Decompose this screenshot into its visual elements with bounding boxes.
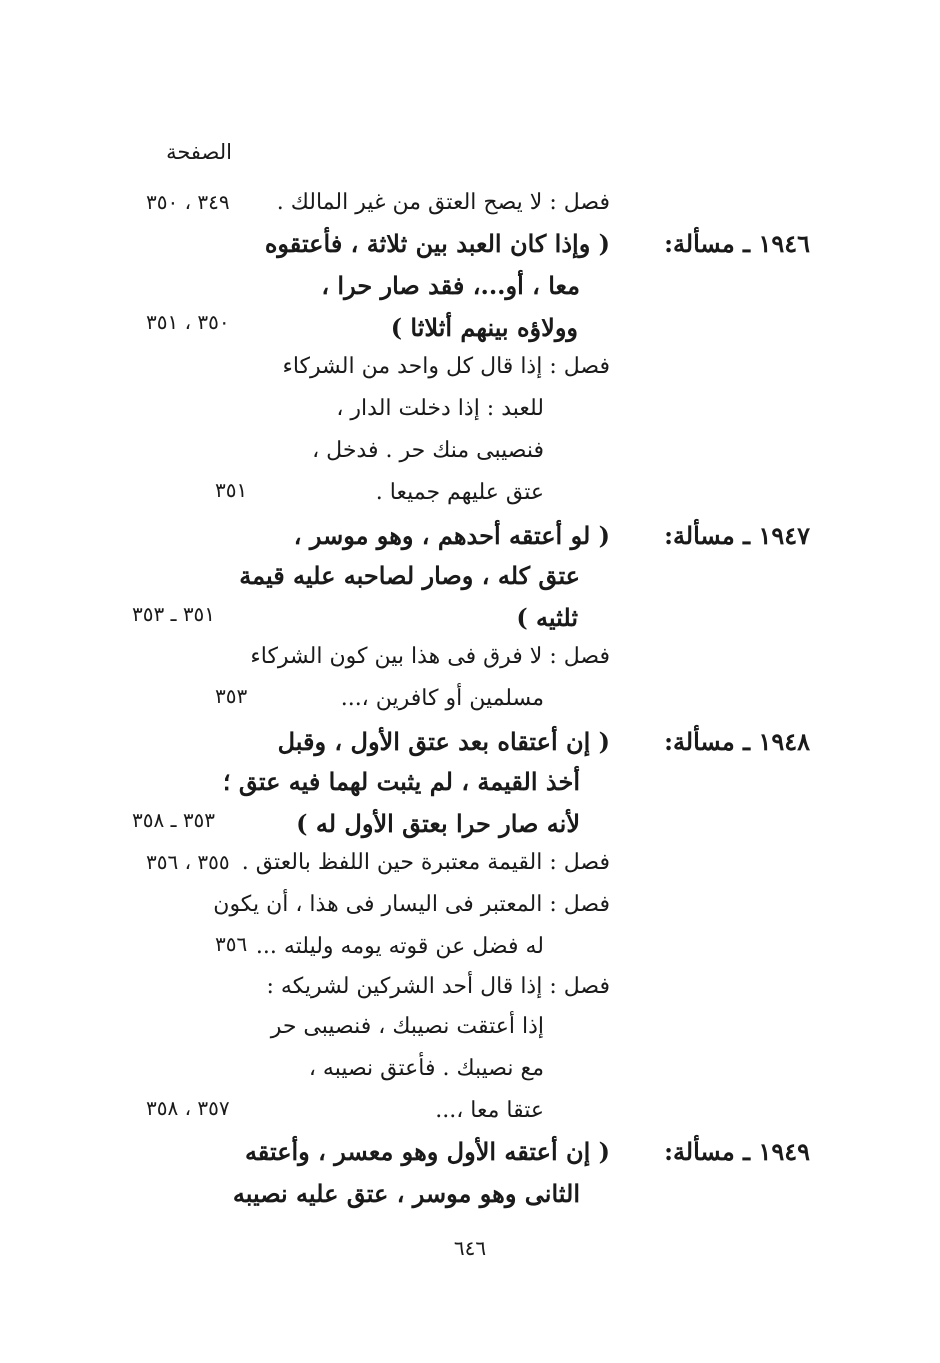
fasl-line: للعبد : إذا دخلت الدار ، bbox=[336, 396, 544, 421]
fasl-line: عتق عليهم جميعا . bbox=[375, 480, 544, 505]
masala-line: ( لو أعتقه أحدهم ، وهو موسر ، bbox=[293, 521, 610, 550]
page-ref: ٣٤٩ ، ٣٥٠ bbox=[146, 190, 230, 214]
masala-line: معا ، أو...، فقد صار حرا ، bbox=[321, 271, 580, 300]
fasl-line: فنصيبى منك حر . فدخل ، bbox=[312, 438, 544, 463]
fasl-line: فصل : المعتبر فى اليسار فى هذا ، أن يكون bbox=[213, 892, 610, 917]
fasl-line: فصل : لا فرق فى هذا بين كون الشركاء bbox=[250, 644, 610, 669]
page-number: ٦٤٦ bbox=[453, 1236, 487, 1260]
masala-line: ثلثيه ) bbox=[516, 603, 578, 632]
masala-number: ١٩٤٦ ـ مسألة: bbox=[664, 229, 810, 258]
page-column-header: الصفحة bbox=[166, 140, 232, 164]
fasl-line: مسلمين أو كافرين ،... bbox=[340, 686, 544, 711]
masala-line: ( إن أعتقه الأول وهو معسر ، وأعتقه bbox=[244, 1137, 610, 1166]
masala-line: أخذ القيمة ، لم يثبت لهما فيه عتق ؛ bbox=[222, 767, 580, 796]
page-ref: ٣٥١ bbox=[215, 478, 248, 502]
masala-line: ( وإذا كان العبد بين ثلاثة ، فأعتقوه bbox=[264, 229, 610, 258]
fasl-line: فصل : لا يصح العتق من غير المالك . bbox=[276, 190, 610, 215]
masala-line: عتق كله ، وصار لصاحبه عليه قيمة bbox=[239, 561, 580, 590]
page-ref: ٣٥٣ bbox=[215, 684, 248, 708]
masala-number: ١٩٤٧ ـ مسألة: bbox=[664, 521, 810, 550]
fasl-line: فصل : إذا قال كل واحد من الشركاء bbox=[282, 354, 610, 379]
page-ref: ٣٥٥ ، ٣٥٦ bbox=[146, 850, 230, 874]
masala-number: ١٩٤٨ ـ مسألة: bbox=[664, 727, 810, 756]
page-ref: ٣٥٠ ، ٣٥١ bbox=[146, 310, 230, 334]
masala-number: ١٩٤٩ ـ مسألة: bbox=[664, 1137, 810, 1166]
masala-line: وولاؤه بينهم أثلاثا ) bbox=[390, 313, 578, 342]
page-ref: ٣٥٦ bbox=[215, 932, 248, 956]
page-ref: ٣٥٣ ـ ٣٥٨ bbox=[132, 808, 216, 832]
page-ref: ٣٥٧ ، ٣٥٨ bbox=[146, 1096, 230, 1120]
fasl-line: عتقا معا ،... bbox=[435, 1098, 544, 1123]
masala-line: الثانى وهو موسر ، عتق عليه نصيبه bbox=[232, 1179, 580, 1208]
masala-line: لأنه صار حرا بعتق الأول له ) bbox=[296, 809, 580, 838]
fasl-line: فصل : إذا قال أحد الشركين لشريكه : bbox=[266, 974, 610, 999]
page-ref: ٣٥١ ـ ٣٥٣ bbox=[132, 602, 216, 626]
fasl-line: فصل : القيمة معتبرة حين اللفظ بالعتق . bbox=[241, 850, 610, 875]
masala-line: ( إن أعتقاه بعد عتق الأول ، وقبل bbox=[277, 727, 610, 756]
fasl-line: إذا أعتقت نصيبك ، فنصيبى حر bbox=[270, 1014, 544, 1039]
fasl-line: له فضل عن قوته يومه وليلته ... bbox=[255, 934, 544, 959]
fasl-line: مع نصيبك . فأعتق نصيبه ، bbox=[308, 1056, 544, 1081]
